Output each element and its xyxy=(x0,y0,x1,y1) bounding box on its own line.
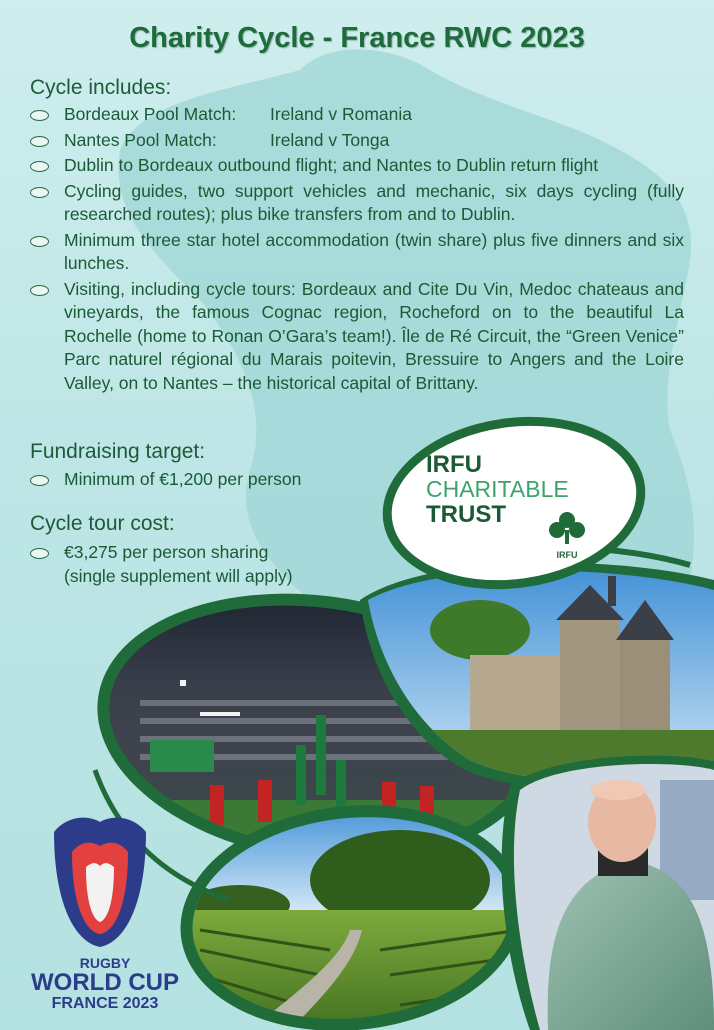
page-title: Charity Cycle - France RWC 2023 xyxy=(129,22,585,54)
list-item-text: Visiting, including cycle tours: Bordeaux and Cite Du Vin, Medoc chateaus and vineyards, the famous Cognac region, Rocheford on to the beautiful La Rochelle (home to Ronan O’Gara’s team!). Île de Ré Circuit, the “Green Venice” Parc naturel régional du Marais poitevin, Bressuire to Angers and the Loire Valley, on to Nantes – the historical capital of Brittany. xyxy=(64,278,684,393)
emblem-text: IRFU xyxy=(556,550,578,560)
list-item-text: Dublin to Bordeaux outbound flight; and Nantes to Dublin return flight xyxy=(64,155,599,175)
match-label: Nantes Pool Match: xyxy=(64,129,217,150)
bullet-icon xyxy=(30,548,49,559)
list-item-text: €3,275 per person sharing xyxy=(64,542,269,562)
list-item xyxy=(28,180,684,227)
bullet-icon xyxy=(30,136,49,147)
list-item xyxy=(28,278,684,396)
match-teams: Ireland v Tonga xyxy=(270,129,390,150)
rwc-line3: FRANCE 2023 xyxy=(51,995,159,1012)
list-item xyxy=(28,468,358,492)
list-item-text: Minimum of €1,200 per person xyxy=(64,469,302,489)
rwc-logo-text xyxy=(20,955,190,1013)
rwc-line2: WORLD CUP xyxy=(31,969,179,996)
fundraising-list xyxy=(28,468,358,494)
list-item xyxy=(28,154,684,178)
bullet-icon xyxy=(30,285,49,296)
match-teams: Ireland v Romania xyxy=(270,104,413,124)
bullet-icon xyxy=(30,236,49,247)
shamrock-emblem-icon xyxy=(544,508,590,560)
list-item xyxy=(28,541,358,588)
charity-logo-line1: IRFU xyxy=(426,451,482,478)
cost-heading: Cycle tour cost: xyxy=(30,512,175,535)
rwc-logo-icon xyxy=(44,812,156,952)
bullet-icon xyxy=(30,110,49,121)
bullet-icon xyxy=(30,475,49,486)
charity-logo-line2: CHARITABLE xyxy=(426,476,569,502)
list-item xyxy=(28,103,684,127)
bullet-icon xyxy=(30,187,49,198)
list-item-text: Cycling guides, two support vehicles and mechanic, six days cycling (fully researched routes); plus bike transfers from and to Dublin. xyxy=(64,180,684,224)
cost-list xyxy=(28,541,358,590)
rwc-line1: RUGBY xyxy=(79,955,131,971)
list-item-text: Minimum three star hotel accommodation (twin share) plus five dinners and six lunches. xyxy=(64,229,684,273)
list-item xyxy=(28,229,684,276)
list-item xyxy=(28,129,684,153)
cycle-includes-heading: Cycle includes: xyxy=(30,76,172,99)
fundraising-heading: Fundraising target: xyxy=(30,440,206,463)
match-label: Bordeaux Pool Match: xyxy=(64,104,237,124)
charity-logo-line3: TRUST xyxy=(426,501,506,528)
cycle-includes-list xyxy=(28,103,684,397)
bullet-icon xyxy=(30,161,49,172)
list-item-text: (single supplement will apply) xyxy=(64,565,293,586)
